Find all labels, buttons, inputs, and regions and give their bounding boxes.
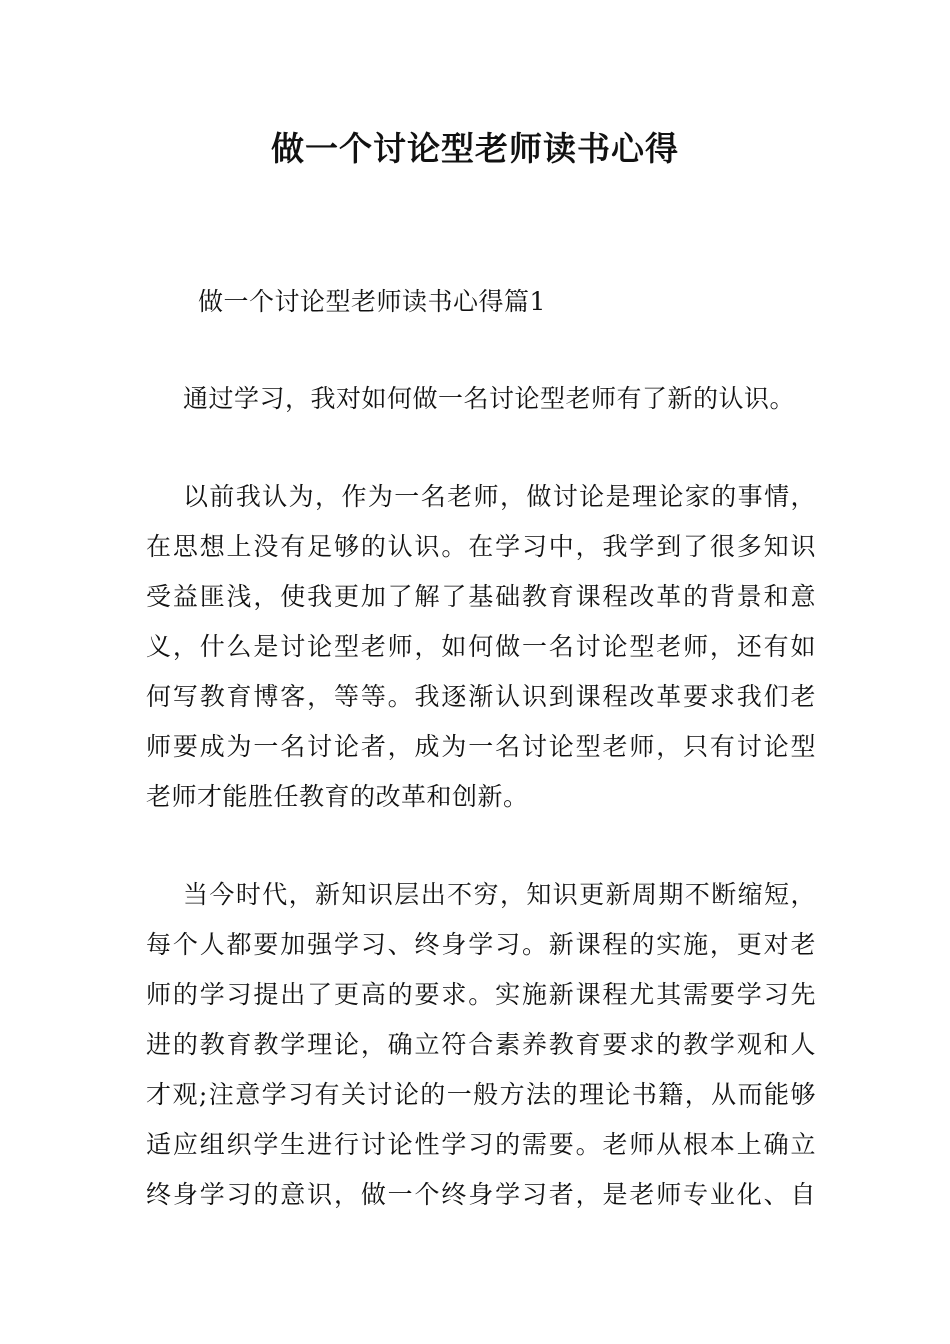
section-heading: 做一个讨论型老师读书心得篇1	[198, 287, 546, 316]
paragraph-1-line-1: 通过学习，我对如何做一名讨论型老师有了新的认识。	[183, 384, 796, 413]
paragraph-2-line-6: 师要成为一名讨论者，成为一名讨论型老师，只有讨论型	[146, 732, 816, 761]
paragraph-2-line-1: 以前我认为，作为一名老师，做讨论是理论家的事情，	[183, 482, 816, 511]
paragraph-2-line-2: 在思想上没有足够的认识。在学习中，我学到了很多知识	[146, 532, 816, 561]
paragraph-2-line-7: 老师才能胜任教育的改革和创新。	[146, 782, 529, 811]
paragraph-2-line-3: 受益匪浅，使我更加了解了基础教育课程改革的背景和意	[146, 582, 816, 611]
paragraph-3-line-6: 适应组织学生进行讨论性学习的需要。老师从根本上确立	[146, 1130, 816, 1159]
paragraph-3-line-4: 进的教育教学理论，确立符合素养教育要求的教学观和人	[146, 1030, 816, 1059]
document-title: 做一个讨论型老师读书心得	[271, 129, 679, 168]
paragraph-3-line-5: 才观;注意学习有关讨论的一般方法的理论书籍，从而能够	[146, 1080, 816, 1109]
paragraph-2-line-4: 义，什么是讨论型老师，如何做一名讨论型老师，还有如	[146, 632, 816, 661]
paragraph-3-line-3: 师的学习提出了更高的要求。实施新课程尤其需要学习先	[146, 980, 816, 1009]
paragraph-3-line-2: 每个人都要加强学习、终身学习。新课程的实施，更对老	[146, 930, 816, 959]
paragraph-3-line-7: 终身学习的意识，做一个终身学习者，是老师专业化、自	[146, 1180, 816, 1209]
paragraph-3-line-1: 当今时代，新知识层出不穷，知识更新周期不断缩短，	[183, 880, 816, 909]
paragraph-2-line-5: 何写教育博客，等等。我逐渐认识到课程改革要求我们老	[146, 682, 816, 711]
